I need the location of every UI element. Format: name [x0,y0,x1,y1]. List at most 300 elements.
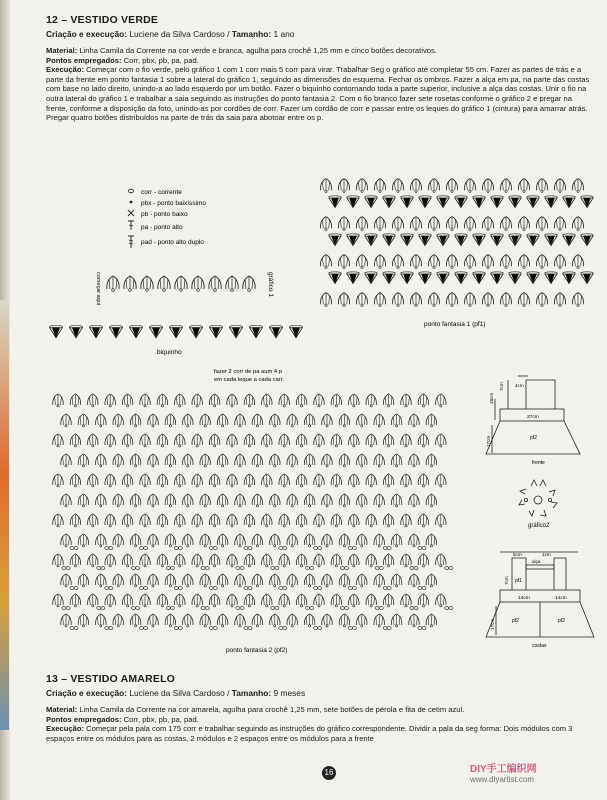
pf2-fan-stitch [78,574,88,587]
pf2-chain-stitch [70,547,78,550]
pf2-fan-stitch [235,454,245,467]
pf1-stitch [356,293,367,307]
pf2-fan-stitch [217,614,227,627]
grafico-1-fan-stitch [243,276,255,291]
pf1-stitch [347,272,360,284]
pf2-fan-stitch [209,554,219,567]
pf2-chain-stitch [314,627,322,630]
biquinho-stitch [289,325,302,337]
pf2-fan-stitch [130,414,140,427]
pf2-fan-stitch [175,394,185,407]
pf2-fan-stitch [426,414,436,427]
pf1-stitch [356,179,367,193]
pf2-fan-stitch [157,474,167,487]
pf2-fan-stitch [130,614,140,627]
pf2-fan-stitch [374,454,384,467]
pf2-fan-stitch [165,454,175,467]
pf1-stitch [455,272,468,284]
pf2-fan-stitch [140,394,150,407]
pf2-fan-stitch [113,494,123,507]
pf2-fan-stitch [183,614,193,627]
pf2-fan-stitch [270,534,280,547]
pf2-fan-stitch [192,514,202,527]
biquinho-stitch [109,325,122,337]
pf1-stitch [473,272,486,284]
pf2-chain-stitch [132,567,140,570]
pf2-fan-stitch [339,574,349,587]
pf2-fan-stitch [409,494,419,507]
pf1-stitch [455,196,468,208]
pf2-fan-stitch [70,594,80,607]
pf2-fan-stitch [113,534,123,547]
pf1-stitch [338,255,349,269]
pf1-stitch [383,196,396,208]
pb-symbol-icon [128,210,134,216]
pf2-fan-stitch [383,434,393,447]
pf2-fan-stitch [105,554,115,567]
pf2-fan-stitch [157,514,167,527]
pf1-stitch [329,272,342,284]
pf1-stitch [518,255,529,269]
pf2-fan-stitch [183,494,193,507]
pf2-fan-stitch [140,514,150,527]
pf1-stitch [554,179,565,193]
pf2-fan-stitch [366,474,376,487]
pf2-chain-stitch [348,587,356,590]
pf2-fan-stitch [235,494,245,507]
pf2-chain-stitch [340,567,348,570]
pf2-label: ponto fantasia 2 (pf2) [226,647,288,654]
pf2-fan-stitch [130,574,140,587]
pf1-stitch [338,293,349,307]
biquinho-stitch [269,325,282,337]
pf2-fan-stitch [113,614,123,627]
pf2-fan-stitch [409,574,419,587]
pf2-fan-stitch [366,514,376,527]
pf2-fan-stitch [122,594,132,607]
pf2-fan-stitch [217,534,227,547]
pf1-stitch [428,255,439,269]
pf1-stitch [374,217,385,231]
pf2-fan-stitch [113,454,123,467]
pf1-stitch [500,293,511,307]
pf2-fan-stitch [314,554,324,567]
pf2-fan-stitch [122,514,132,527]
pf2-note-line-2: em cada leque a cada carr. [214,377,284,383]
pf2-fan-stitch [183,534,193,547]
pf2-fan-stitch [78,494,88,507]
pf2-fan-stitch [418,394,428,407]
pf2-fan-stitch [157,594,167,607]
pf2-fan-stitch [331,434,341,447]
pf2-fan-stitch [235,414,245,427]
pf2-area-label-front: pf2 [530,435,537,441]
pf2-fan-stitch [418,514,428,527]
pf2-fan-stitch [235,534,245,547]
pf1-stitch [446,255,457,269]
pf2-fan-stitch [339,454,349,467]
pf2-fan-stitch [165,534,175,547]
pf2-fan-stitch [262,474,272,487]
pf2-chain-stitch [306,567,314,570]
pf2-fan-stitch [374,574,384,587]
pf2-fan-stitch [314,394,324,407]
pf2-fan-stitch [183,454,193,467]
pf1-stitch [428,293,439,307]
pf2-fan-stitch [140,474,150,487]
pf2-area-label-back-right: pf2 [558,618,565,624]
pf2-fan-stitch [426,614,436,627]
pf2-fan-stitch [53,514,63,527]
biquinho-stitch [189,325,202,337]
legend-corr: corr - corrente [141,189,182,196]
grafico-1-fan-stitch [141,276,153,291]
pf1-stitch [401,234,414,246]
pf2-fan-stitch [279,594,289,607]
pf1-stitch [338,217,349,231]
pf2-fan-stitch [383,394,393,407]
grafico-2-label: gráfico2 [528,523,550,529]
pf1-stitch [365,196,378,208]
pf1-stitch [455,234,468,246]
grafico-1-fan-stitch [209,276,221,291]
pf2-fan-stitch [200,414,210,427]
pontos-paragraph-13: Pontos empregados: Corr, pbx, pb, pa, pad. [46,714,199,724]
pf2-fan-stitch [287,494,297,507]
biquinho-stitch [209,325,222,337]
pf1-stitch [536,293,547,307]
pf1-stitch [527,234,540,246]
pf2-fan-stitch [279,394,289,407]
pad-symbol-icon [128,236,134,248]
pf1-stitch [365,234,378,246]
pf2-fan-stitch [88,514,98,527]
pf1-stitch [491,234,504,246]
pf2-fan-stitch [209,474,219,487]
pf2-fan-stitch [70,434,80,447]
pf1-stitch [320,293,331,307]
pf1-stitch [482,217,493,231]
pf2-fan-stitch [296,594,306,607]
pf2-fan-stitch [287,574,297,587]
pf2-fan-stitch [322,494,332,507]
pf2-fan-stitch [357,534,367,547]
pf1-stitch [383,272,396,284]
biquinho-label: biquinho [157,349,182,356]
pf2-chain-stitch [140,547,148,550]
pf2-chain-stitch [209,547,217,550]
pf2-fan-stitch [296,474,306,487]
pf2-chain-stitch [62,607,70,610]
ponto-fantasia-1-diagram [320,179,593,307]
pf1-stitch [491,272,504,284]
dim-7cm-front: 7cm [499,382,504,391]
pf2-fan-stitch [227,394,237,407]
execucao-paragraph: Execução: Começar com o fio verde, pelo gráfico 1 com 1 corr mais 5 corr para virar. Trabalhar Seg o gráfico até completar 55 cm. Fazer as partes de trás e a parte da frente em ponto fantasia 1 sobre a lateral do gráfico 1, seguindo as dimensões do esquema. Fechar os ombros. Fazer a alça em pa, na parte das costas com base no lado direito, unindo-a ao lado esquerdo por um botão. Fazer o biquinho contornando toda a parte superior, inclusive a alça das costas. Unir o fio na outra lateral do gráfico 1 e trabalhar a saia seguindo as instruções do ponto fantasia 2. Com o fio branco fazer sete rosetas conforme o gráfico 2 e pregar na frente, conforme a disposição da foto, unindo-as por cordões de corr. Fazer um cordão de corr e passar entre os leques do gráfico 1 (cintura) para amarrar atrás. Pregar quatro botões distribuídos na parte de trás da saia para abotoar entre os p. [46,65,590,123]
pf2-fan-stitch [262,394,272,407]
pf2-fan-stitch [88,594,98,607]
pf2-fan-stitch [53,434,63,447]
pf1-stitch [581,196,594,208]
pf2-fan-stitch [200,494,210,507]
legend-pb: pb - ponto baixo [141,211,188,218]
watermark-logo: DIY手工编织网 [470,764,537,775]
pf2-fan-stitch [339,534,349,547]
pf1-stitch [410,293,421,307]
pf2-chain-stitch [166,567,174,570]
pf2-fan-stitch [209,434,219,447]
biquinho-stitch [149,325,162,337]
pf2-fan-stitch [401,434,411,447]
pf2-fan-stitch [122,474,132,487]
pf2-fan-stitch [148,574,158,587]
dim-27cm-front: 27cm [527,415,539,420]
pf2-chain-stitch [70,627,78,630]
pf1-stitch [419,196,432,208]
section-13-body [46,705,594,743]
pf1-stitch [329,234,342,246]
material-paragraph: Material: Linha Camila da Corrente na cor verde e branca, agulha para crochê 1,25 mm e cinco botões decorativos. [46,46,437,55]
pf2-fan-stitch [175,514,185,527]
pf2-fan-stitch [183,574,193,587]
pf2-fan-stitch [157,434,167,447]
pf1-stitch [464,255,475,269]
pf2-chain-stitch [105,587,113,590]
pf1-stitch [572,179,583,193]
pf2-fan-stitch [88,394,98,407]
pf2-fan-stitch [366,394,376,407]
grafico-1-fan-stitch [192,276,204,291]
pf2-fan-stitch [96,534,106,547]
page-number: 16 [322,766,336,780]
pf2-fan-stitch [130,454,140,467]
pf2-fan-stitch [426,494,436,507]
pf2-fan-stitch [262,554,272,567]
biquinho-stitch [249,325,262,337]
pf2-fan-stitch [140,554,150,567]
pf2-fan-stitch [192,394,202,407]
dim-7cm-back: 7cm [504,576,509,585]
pf2-fan-stitch [122,394,132,407]
pf2-fan-stitch [53,474,63,487]
pf2-fan-stitch [61,454,71,467]
pf2-fan-stitch [401,594,411,607]
pf2-fan-stitch [331,594,341,607]
pf2-fan-stitch [61,534,71,547]
pf1-stitch [554,293,565,307]
pf2-fan-stitch [209,594,219,607]
pf2-fan-stitch [113,574,123,587]
dim-18cm-front: 18cm [489,392,494,404]
grafico-1-fan-stitch [124,276,136,291]
pf2-chain-stitch [340,607,348,610]
watermark-url: www.diyartist.com [470,775,535,784]
pf2-chain-stitch [314,547,322,550]
pf2-area-label-back-left: pf2 [512,618,519,624]
pf2-fan-stitch [244,474,254,487]
pf2-fan-stitch [418,554,428,567]
stitch-legend [128,189,206,248]
pf2-fan-stitch [140,434,150,447]
dim-17cm-back: 17cm [490,618,495,630]
pf2-fan-stitch [436,594,446,607]
pf2-fan-stitch [200,534,210,547]
pf2-fan-stitch [270,614,280,627]
pf2-chain-stitch [209,627,217,630]
pf2-fan-stitch [88,554,98,567]
pf2-fan-stitch [88,434,98,447]
pf2-note-line-1: fazer 2 corr de pa aum 4 p [214,369,282,375]
pf1-stitch [401,272,414,284]
pf2-fan-stitch [70,554,80,567]
legend-pad: pad - ponto alto duplo [141,239,204,246]
pf2-fan-stitch [349,434,359,447]
pf2-fan-stitch [130,534,140,547]
biquinho-stitch [89,325,102,337]
grafico-2-rosette [519,480,557,516]
pf1-stitch [527,272,540,284]
section-12-credit: Criação e execução: Luciene da Silva Cardoso / Tamanho: 1 ano [46,29,295,39]
pf2-fan-stitch [391,614,401,627]
pf2-fan-stitch [418,434,428,447]
pf2-fan-stitch [426,574,436,587]
pf2-fan-stitch [70,514,80,527]
pf2-fan-stitch [374,414,384,427]
pf1-stitch [518,217,529,231]
pf2-fan-stitch [78,614,88,627]
pf2-fan-stitch [96,614,106,627]
pf1-stitch [374,293,385,307]
pf1-stitch [509,196,522,208]
pf2-fan-stitch [96,454,106,467]
pf2-chain-stitch [166,607,174,610]
pf2-fan-stitch [383,594,393,607]
pf2-fan-stitch [227,514,237,527]
pf2-chain-stitch [410,607,418,610]
pf2-fan-stitch [304,414,314,427]
dim-5cm-back: 5cm [513,552,522,557]
pf1-stitch [545,272,558,284]
pf2-chain-stitch [70,587,78,590]
pf2-fan-stitch [339,494,349,507]
pf2-chain-stitch [279,587,287,590]
pf2-fan-stitch [53,554,63,567]
pf1-stitch [320,179,331,193]
section-12-title: 12 – VESTIDO VERDE [46,14,159,26]
pf2-fan-stitch [279,554,289,567]
legend-pbx: pbx - ponto baixíssimo [141,200,207,207]
pf1-stitch [464,217,475,231]
pf2-fan-stitch [113,414,123,427]
biquinho-stitch [229,325,242,337]
pf2-chain-stitch [306,607,314,610]
pf2-fan-stitch [304,534,314,547]
pf1-stitch [500,217,511,231]
pf2-fan-stitch [148,494,158,507]
pf2-chain-stitch [314,587,322,590]
pf1-stitch [347,196,360,208]
pf2-fan-stitch [96,574,106,587]
pf2-fan-stitch [279,474,289,487]
pf2-fan-stitch [78,414,88,427]
pf2-fan-stitch [436,514,446,527]
pf2-fan-stitch [270,454,280,467]
pf1-stitch [563,272,576,284]
ponto-fantasia-2-diagram [53,394,453,630]
pf1-stitch [437,196,450,208]
pf2-fan-stitch [61,414,71,427]
pf2-fan-stitch [244,434,254,447]
pf2-fan-stitch [175,554,185,567]
pf2-chain-stitch [348,627,356,630]
pf2-fan-stitch [349,514,359,527]
pf1-label: ponto fantasia 1 (pf1) [424,321,486,328]
pf1-stitch [428,217,439,231]
pf2-fan-stitch [322,414,332,427]
pf2-fan-stitch [322,574,332,587]
pf2-fan-stitch [105,474,115,487]
pf2-fan-stitch [209,394,219,407]
pbx-symbol-icon [130,201,133,204]
pf2-chain-stitch [97,607,105,610]
pf2-fan-stitch [339,414,349,427]
pf2-chain-stitch [174,627,182,630]
pf1-stitch [500,255,511,269]
pf2-chain-stitch [244,627,252,630]
pf2-fan-stitch [227,594,237,607]
pf2-chain-stitch [132,607,140,610]
pf1-stitch [572,255,583,269]
pf2-fan-stitch [252,414,262,427]
pf1-stitch [329,196,342,208]
pf2-chain-stitch [375,607,383,610]
pf1-stitch [374,255,385,269]
pf2-chain-stitch [445,567,453,570]
pf2-chain-stitch [271,567,279,570]
pf2-fan-stitch [244,514,254,527]
pf1-stitch [581,234,594,246]
pf2-fan-stitch [244,594,254,607]
pf2-fan-stitch [391,454,401,467]
pf2-fan-stitch [175,434,185,447]
pf2-fan-stitch [61,494,71,507]
pf2-fan-stitch [244,394,254,407]
pf2-fan-stitch [391,494,401,507]
pf2-fan-stitch [296,394,306,407]
pf2-chain-stitch [201,567,209,570]
pf2-fan-stitch [157,554,167,567]
pf2-fan-stitch [130,494,140,507]
pf2-fan-stitch [314,514,324,527]
pf1-stitch [392,255,403,269]
alca-label: alça [532,559,541,564]
pf2-fan-stitch [426,534,436,547]
pf1-stitch [392,293,403,307]
pf2-chain-stitch [201,607,209,610]
legend-pa: pa - ponto alto [141,224,183,231]
pf2-chain-stitch [418,547,426,550]
pf1-stitch [482,293,493,307]
pf1-area-label-back: pf1 [515,578,522,584]
pf2-fan-stitch [70,474,80,487]
pf2-chain-stitch [244,547,252,550]
pf2-fan-stitch [383,514,393,527]
pf2-fan-stitch [122,434,132,447]
pf2-chain-stitch [105,547,113,550]
pf2-fan-stitch [401,514,411,527]
pf2-fan-stitch [304,454,314,467]
pf2-chain-stitch [244,587,252,590]
